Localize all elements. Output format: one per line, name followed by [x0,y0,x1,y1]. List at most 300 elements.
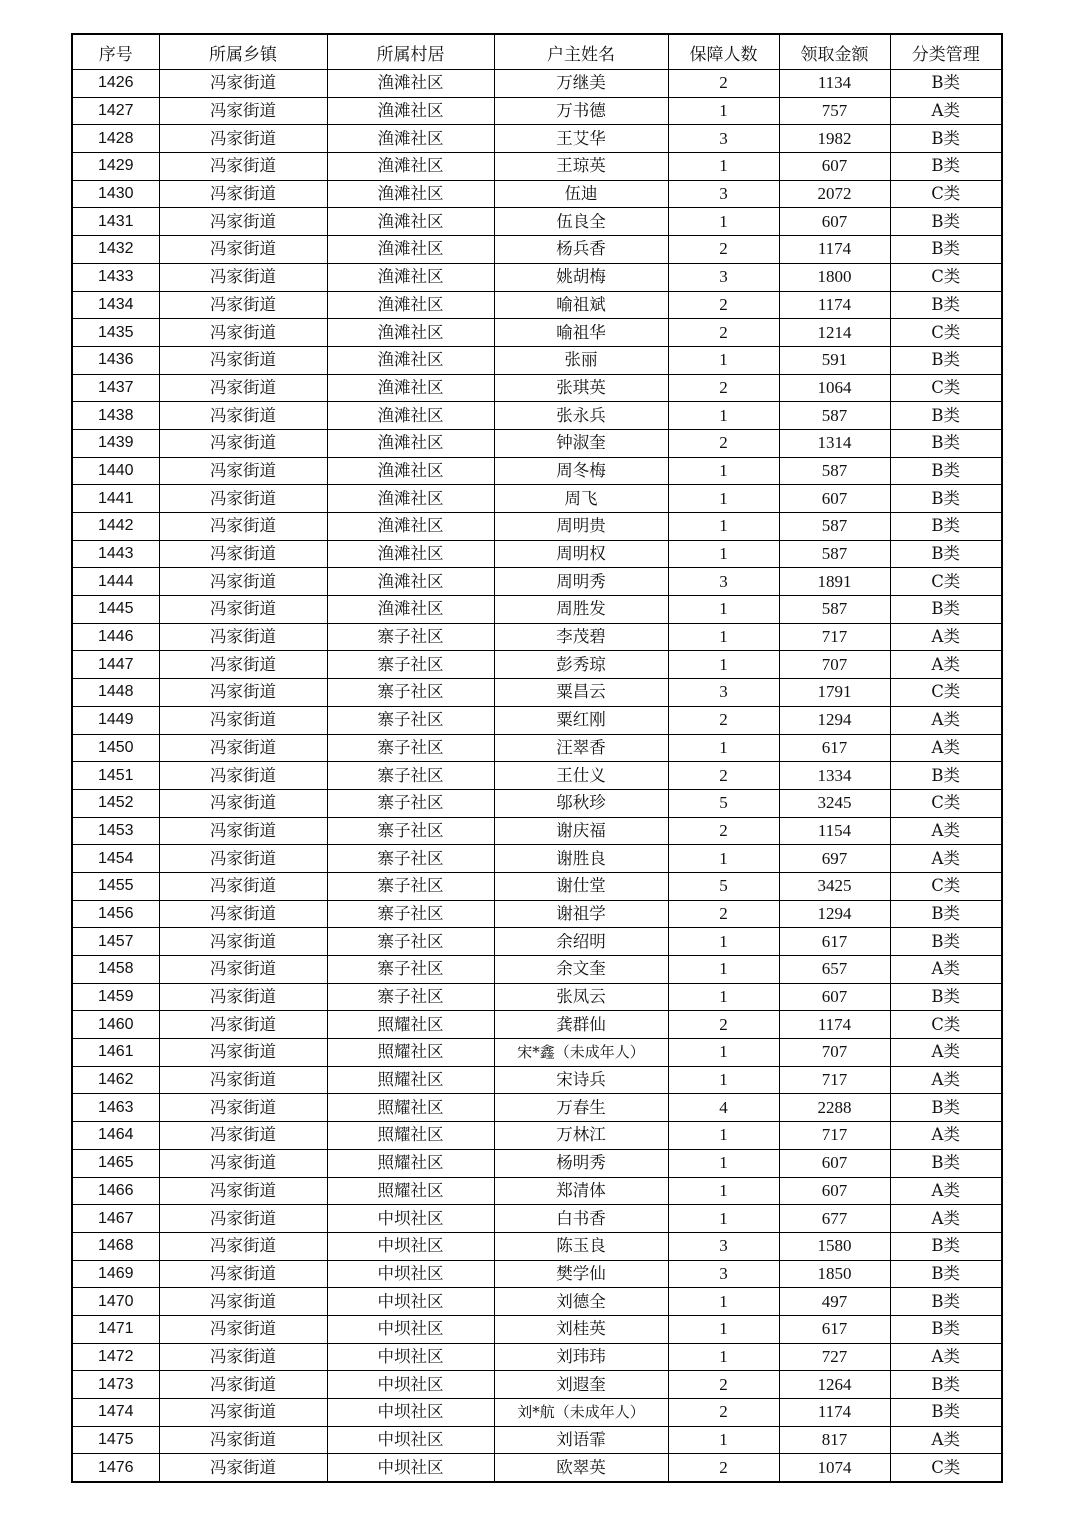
cell-householder: 万书德 [494,97,668,125]
cell-amount: 707 [779,1039,890,1067]
cell-seq: 1461 [72,1039,159,1067]
cell-village: 渔滩社区 [327,513,494,541]
cell-village: 寨子社区 [327,762,494,790]
cell-amount: 717 [779,1066,890,1094]
cell-amount: 607 [779,153,890,181]
cell-householder: 万林江 [494,1122,668,1150]
cell-persons: 1 [668,513,779,541]
cell-seq: 1427 [72,97,159,125]
cell-seq: 1475 [72,1426,159,1454]
cell-seq: 1449 [72,706,159,734]
cell-householder: 姚胡梅 [494,263,668,291]
table-row [72,1149,1002,1177]
cell-persons: 1 [668,623,779,651]
cell-seq: 1441 [72,485,159,513]
cell-householder: 周明贵 [494,513,668,541]
cell-village: 渔滩社区 [327,291,494,319]
cell-category: A类 [890,623,1002,651]
cell-amount: 1982 [779,125,890,153]
cell-category: C类 [890,1011,1002,1039]
table-row [72,1011,1002,1039]
table-row [72,346,1002,374]
cell-householder: 陈玉良 [494,1232,668,1260]
cell-seq: 1440 [72,457,159,485]
cell-seq: 1435 [72,319,159,347]
cell-persons: 1 [668,1288,779,1316]
cell-category: A类 [890,1205,1002,1233]
cell-householder: 樊学仙 [494,1260,668,1288]
cell-seq: 1456 [72,900,159,928]
cell-persons: 1 [668,402,779,430]
cell-village: 渔滩社区 [327,236,494,264]
cell-seq: 1445 [72,596,159,624]
cell-township: 冯家街道 [159,70,327,98]
cell-householder: 刘遐奎 [494,1371,668,1399]
cell-amount: 1214 [779,319,890,347]
cell-householder: 白书香 [494,1205,668,1233]
cell-amount: 607 [779,983,890,1011]
cell-township: 冯家街道 [159,236,327,264]
cell-village: 中坝社区 [327,1288,494,1316]
cell-persons: 1 [668,845,779,873]
cell-township: 冯家街道 [159,319,327,347]
cell-category: C类 [890,1454,1002,1482]
table-row [72,983,1002,1011]
cell-category: A类 [890,97,1002,125]
cell-householder: 张琪英 [494,374,668,402]
cell-category: B类 [890,208,1002,236]
cell-township: 冯家街道 [159,457,327,485]
cell-category: C类 [890,319,1002,347]
cell-amount: 697 [779,845,890,873]
cell-seq: 1455 [72,872,159,900]
cell-category: B类 [890,70,1002,98]
cell-category: C类 [890,679,1002,707]
cell-householder: 喻祖斌 [494,291,668,319]
cell-township: 冯家街道 [159,125,327,153]
cell-persons: 1 [668,1149,779,1177]
cell-seq: 1466 [72,1177,159,1205]
cell-householder: 谢祖学 [494,900,668,928]
cell-householder: 余文奎 [494,956,668,984]
cell-village: 渔滩社区 [327,70,494,98]
cell-seq: 1442 [72,513,159,541]
cell-persons: 1 [668,346,779,374]
table-row [72,817,1002,845]
cell-village: 中坝社区 [327,1426,494,1454]
table-row [72,1315,1002,1343]
cell-village: 渔滩社区 [327,97,494,125]
cell-township: 冯家街道 [159,762,327,790]
cell-seq: 1436 [72,346,159,374]
cell-householder: 王仕义 [494,762,668,790]
cell-amount: 1294 [779,900,890,928]
cell-township: 冯家街道 [159,540,327,568]
cell-township: 冯家街道 [159,928,327,956]
cell-village: 照耀社区 [327,1149,494,1177]
cell-householder: 张永兵 [494,402,668,430]
cell-persons: 3 [668,679,779,707]
table-row [72,1039,1002,1067]
cell-amount: 3425 [779,872,890,900]
cell-township: 冯家街道 [159,263,327,291]
cell-seq: 1469 [72,1260,159,1288]
header-category: 分类管理 [890,34,1002,70]
cell-category: B类 [890,1260,1002,1288]
table-row [72,872,1002,900]
table-row [72,845,1002,873]
cell-township: 冯家街道 [159,97,327,125]
cell-amount: 1791 [779,679,890,707]
cell-village: 照耀社区 [327,1094,494,1122]
cell-category: B类 [890,1149,1002,1177]
cell-township: 冯家街道 [159,1426,327,1454]
cell-persons: 2 [668,900,779,928]
table-row [72,180,1002,208]
table-row [72,651,1002,679]
cell-amount: 591 [779,346,890,374]
cell-category: B类 [890,513,1002,541]
cell-seq: 1467 [72,1205,159,1233]
cell-category: B类 [890,540,1002,568]
cell-amount: 1800 [779,263,890,291]
table-row [72,1122,1002,1150]
cell-householder: 李茂碧 [494,623,668,651]
table-header-row [72,34,1002,70]
cell-village: 寨子社区 [327,734,494,762]
cell-persons: 3 [668,568,779,596]
cell-village: 渔滩社区 [327,263,494,291]
cell-persons: 1 [668,983,779,1011]
cell-householder: 伍迪 [494,180,668,208]
cell-householder: 周明秀 [494,568,668,596]
table-row [72,568,1002,596]
cell-village: 中坝社区 [327,1343,494,1371]
cell-village: 中坝社区 [327,1205,494,1233]
cell-amount: 587 [779,540,890,568]
cell-village: 渔滩社区 [327,180,494,208]
cell-persons: 2 [668,429,779,457]
cell-persons: 2 [668,1011,779,1039]
table-row [72,208,1002,236]
cell-amount: 727 [779,1343,890,1371]
header-amount: 领取金额 [779,34,890,70]
table-row [72,291,1002,319]
cell-amount: 607 [779,1149,890,1177]
cell-amount: 1294 [779,706,890,734]
cell-category: B类 [890,1094,1002,1122]
cell-amount: 1134 [779,70,890,98]
cell-householder: 王琼英 [494,153,668,181]
cell-township: 冯家街道 [159,346,327,374]
cell-village: 寨子社区 [327,623,494,651]
cell-township: 冯家街道 [159,153,327,181]
document-page [71,33,1001,1483]
cell-seq: 1470 [72,1288,159,1316]
cell-seq: 1473 [72,1371,159,1399]
cell-amount: 3245 [779,789,890,817]
cell-amount: 717 [779,1122,890,1150]
cell-category: B类 [890,596,1002,624]
cell-persons: 1 [668,485,779,513]
cell-householder: 伍良全 [494,208,668,236]
cell-township: 冯家街道 [159,374,327,402]
table-row [72,900,1002,928]
cell-township: 冯家街道 [159,1454,327,1482]
cell-township: 冯家街道 [159,1039,327,1067]
cell-township: 冯家街道 [159,1011,327,1039]
cell-persons: 2 [668,1454,779,1482]
cell-seq: 1446 [72,623,159,651]
cell-township: 冯家街道 [159,956,327,984]
cell-seq: 1429 [72,153,159,181]
cell-township: 冯家街道 [159,1343,327,1371]
cell-amount: 1174 [779,236,890,264]
cell-persons: 2 [668,374,779,402]
cell-category: A类 [890,706,1002,734]
cell-householder: 龚群仙 [494,1011,668,1039]
table-row [72,762,1002,790]
cell-village: 中坝社区 [327,1232,494,1260]
table-row [72,485,1002,513]
cell-persons: 3 [668,1232,779,1260]
cell-householder: 万继美 [494,70,668,98]
cell-householder: 刘*航（未成年人） [494,1399,668,1427]
cell-householder: 汪翠香 [494,734,668,762]
cell-persons: 1 [668,734,779,762]
cell-persons: 2 [668,706,779,734]
cell-category: C类 [890,568,1002,596]
cell-seq: 1444 [72,568,159,596]
cell-category: B类 [890,1315,1002,1343]
cell-householder: 王艾华 [494,125,668,153]
cell-village: 渔滩社区 [327,374,494,402]
cell-persons: 5 [668,789,779,817]
cell-seq: 1439 [72,429,159,457]
cell-village: 中坝社区 [327,1454,494,1482]
cell-township: 冯家街道 [159,1149,327,1177]
cell-village: 渔滩社区 [327,596,494,624]
cell-township: 冯家街道 [159,1205,327,1233]
cell-amount: 587 [779,402,890,430]
cell-amount: 617 [779,1315,890,1343]
cell-persons: 1 [668,540,779,568]
cell-category: A类 [890,651,1002,679]
cell-seq: 1462 [72,1066,159,1094]
cell-persons: 1 [668,1039,779,1067]
table-body [72,70,1002,1483]
cell-seq: 1472 [72,1343,159,1371]
header-township: 所属乡镇 [159,34,327,70]
cell-amount: 617 [779,734,890,762]
table-row [72,1094,1002,1122]
cell-category: C类 [890,872,1002,900]
cell-persons: 5 [668,872,779,900]
cell-amount: 617 [779,928,890,956]
cell-village: 中坝社区 [327,1260,494,1288]
table-row [72,319,1002,347]
cell-village: 渔滩社区 [327,208,494,236]
cell-township: 冯家街道 [159,983,327,1011]
cell-householder: 万春生 [494,1094,668,1122]
cell-village: 中坝社区 [327,1399,494,1427]
cell-householder: 刘玮玮 [494,1343,668,1371]
cell-amount: 2072 [779,180,890,208]
cell-township: 冯家街道 [159,1232,327,1260]
cell-householder: 邬秋珍 [494,789,668,817]
cell-persons: 3 [668,125,779,153]
cell-householder: 谢胜良 [494,845,668,873]
cell-category: A类 [890,1122,1002,1150]
cell-village: 寨子社区 [327,679,494,707]
cell-persons: 2 [668,817,779,845]
cell-township: 冯家街道 [159,1260,327,1288]
cell-amount: 607 [779,208,890,236]
cell-category: B类 [890,1399,1002,1427]
table-row [72,956,1002,984]
table-row [72,1454,1002,1482]
cell-village: 照耀社区 [327,1066,494,1094]
table-row [72,513,1002,541]
cell-householder: 宋*鑫（未成年人） [494,1039,668,1067]
cell-persons: 2 [668,762,779,790]
cell-seq: 1447 [72,651,159,679]
cell-seq: 1465 [72,1149,159,1177]
cell-persons: 2 [668,70,779,98]
cell-township: 冯家街道 [159,845,327,873]
cell-amount: 2288 [779,1094,890,1122]
cell-amount: 587 [779,513,890,541]
cell-village: 寨子社区 [327,651,494,679]
header-persons: 保障人数 [668,34,779,70]
cell-township: 冯家街道 [159,291,327,319]
cell-householder: 谢仕堂 [494,872,668,900]
cell-amount: 1074 [779,1454,890,1482]
table-row [72,623,1002,651]
cell-seq: 1459 [72,983,159,1011]
cell-township: 冯家街道 [159,568,327,596]
cell-seq: 1468 [72,1232,159,1260]
table-row [72,1205,1002,1233]
cell-persons: 2 [668,1399,779,1427]
cell-amount: 1891 [779,568,890,596]
cell-village: 渔滩社区 [327,125,494,153]
cell-category: A类 [890,845,1002,873]
cell-persons: 1 [668,457,779,485]
cell-township: 冯家街道 [159,706,327,734]
cell-category: B类 [890,983,1002,1011]
cell-amount: 1850 [779,1260,890,1288]
cell-township: 冯家街道 [159,1094,327,1122]
cell-amount: 677 [779,1205,890,1233]
table-row [72,374,1002,402]
header-seq: 序号 [72,34,159,70]
cell-township: 冯家街道 [159,485,327,513]
cell-householder: 张丽 [494,346,668,374]
table-row [72,734,1002,762]
table-row [72,1371,1002,1399]
cell-category: A类 [890,817,1002,845]
table-row [72,236,1002,264]
cell-category: B类 [890,291,1002,319]
cell-persons: 1 [668,1315,779,1343]
cell-township: 冯家街道 [159,513,327,541]
cell-persons: 1 [668,1426,779,1454]
cell-seq: 1443 [72,540,159,568]
cell-village: 中坝社区 [327,1315,494,1343]
cell-village: 渔滩社区 [327,402,494,430]
cell-householder: 谢庆福 [494,817,668,845]
cell-category: A类 [890,1177,1002,1205]
cell-persons: 1 [668,1343,779,1371]
table-row [72,70,1002,98]
cell-category: B类 [890,900,1002,928]
header-householder: 户主姓名 [494,34,668,70]
table-row [72,789,1002,817]
cell-category: C类 [890,374,1002,402]
cell-persons: 1 [668,1066,779,1094]
cell-village: 渔滩社区 [327,540,494,568]
cell-township: 冯家街道 [159,789,327,817]
cell-householder: 周胜发 [494,596,668,624]
cell-category: C类 [890,263,1002,291]
cell-amount: 497 [779,1288,890,1316]
cell-persons: 1 [668,153,779,181]
cell-township: 冯家街道 [159,734,327,762]
cell-persons: 3 [668,1260,779,1288]
cell-township: 冯家街道 [159,596,327,624]
cell-seq: 1426 [72,70,159,98]
cell-village: 寨子社区 [327,983,494,1011]
cell-township: 冯家街道 [159,679,327,707]
table-row [72,125,1002,153]
cell-township: 冯家街道 [159,208,327,236]
cell-amount: 587 [779,596,890,624]
cell-village: 渔滩社区 [327,319,494,347]
cell-category: B类 [890,236,1002,264]
cell-category: B类 [890,402,1002,430]
cell-category: B类 [890,762,1002,790]
cell-seq: 1457 [72,928,159,956]
cell-amount: 1064 [779,374,890,402]
cell-category: B类 [890,928,1002,956]
cell-householder: 欧翠英 [494,1454,668,1482]
cell-householder: 刘德全 [494,1288,668,1316]
cell-township: 冯家街道 [159,872,327,900]
cell-village: 寨子社区 [327,900,494,928]
cell-householder: 郑清体 [494,1177,668,1205]
table-row [72,1232,1002,1260]
cell-seq: 1471 [72,1315,159,1343]
table-row [72,679,1002,707]
cell-category: B类 [890,125,1002,153]
table-row [72,540,1002,568]
table-row [72,596,1002,624]
cell-township: 冯家街道 [159,1399,327,1427]
cell-seq: 1474 [72,1399,159,1427]
cell-persons: 2 [668,236,779,264]
header-village: 所属村居 [327,34,494,70]
cell-seq: 1476 [72,1454,159,1482]
cell-amount: 717 [779,623,890,651]
cell-village: 照耀社区 [327,1039,494,1067]
cell-village: 寨子社区 [327,845,494,873]
cell-seq: 1451 [72,762,159,790]
cell-category: C类 [890,180,1002,208]
cell-persons: 1 [668,1177,779,1205]
cell-category: B类 [890,1371,1002,1399]
cell-seq: 1432 [72,236,159,264]
